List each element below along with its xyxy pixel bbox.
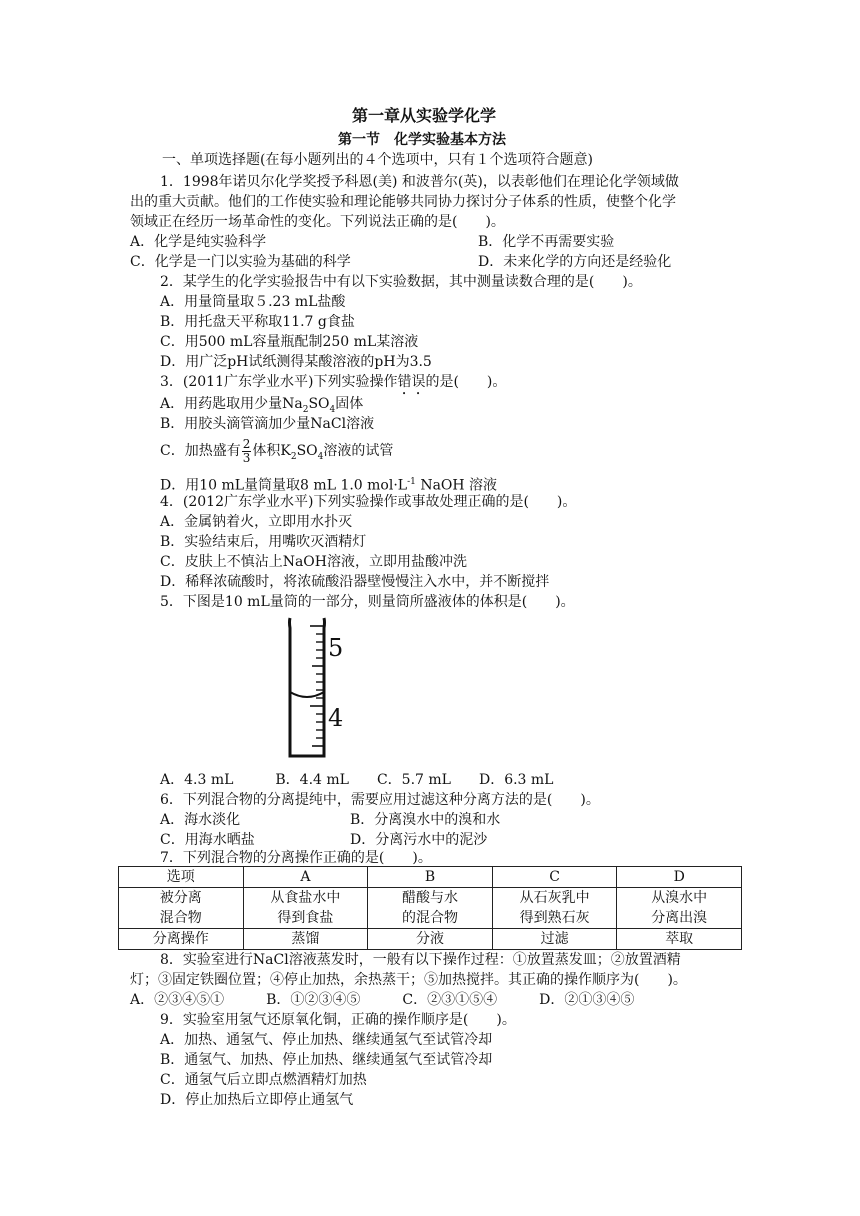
table-cell xyxy=(119,888,244,929)
question-9-option-c: C．通氢气后立即点燃酒精灯加热 xyxy=(160,1072,367,1088)
question-4-option-d: D．稀释浓硫酸时，将浓硫酸沿器壁慢慢注入水中，并不断搅拌 xyxy=(160,574,550,590)
q3a-sub2: 4 xyxy=(329,404,336,415)
question-9-option-b: B．通氢气、加热、停止加热、继续通氢气至试管冷却 xyxy=(160,1052,493,1068)
question-5-options: A．4.3 mL B．4.4 mL C．5.7 mL D．6.3 mL xyxy=(160,772,554,788)
q3c-pre: C．加热盛有 xyxy=(160,443,241,459)
question-6-option-d: D．分离污水中的泥沙 xyxy=(350,832,488,848)
cell-line: 的混合物 xyxy=(401,910,458,926)
question-2-stem: 2．某学生的化学实验报告中有以下实验数据，其中测量读数合理的是( )。 xyxy=(160,274,642,290)
question-1-line-1: 1．1998年诺贝尔化学奖授予科恩(美) 和波普尔(英)，以表彰他们在理论化学领域做 xyxy=(160,174,679,190)
cylinder-label-4: 4 xyxy=(328,704,344,732)
table-cell: 分离操作 xyxy=(119,929,244,950)
cell-line: 从石灰乳中 xyxy=(519,890,590,906)
question-1-option-d: D．未来化学的方向还是经验化 xyxy=(478,254,672,270)
table-row xyxy=(119,929,742,950)
table-cell xyxy=(617,888,742,929)
question-6-option-b: B．分离溴水中的溴和水 xyxy=(350,812,501,828)
question-8-options: A．②③④⑤① B．①②③④⑤ C．②③①⑤④ D．②①③④⑤ xyxy=(130,992,635,1008)
fraction xyxy=(242,438,252,465)
question-2-option-b: B．用托盘天平称取11.7 g食盐 xyxy=(160,314,355,330)
question-8-line-2: 灯；③固定铁圈位置；④停止加热，余热蒸干；⑤加热搅拌。其正确的操作顺序为( )。 xyxy=(130,972,687,988)
question-1-option-c: C．化学是一门以实验为基础的科学 xyxy=(130,254,351,270)
q3a-post: 固体 xyxy=(335,396,364,412)
question-9-stem: 9．实验室用氢气还原氧化铜，正确的操作顺序是( )。 xyxy=(160,1012,516,1028)
question-6-option-c: C．用海水晒盐 xyxy=(160,832,255,848)
q3c-sub2: 4 xyxy=(317,451,324,462)
table-cell xyxy=(243,888,368,929)
question-1-option-a: A．化学是纯实验科学 xyxy=(130,234,267,250)
q3c-sub1: 2 xyxy=(290,451,297,462)
question-3-option-c xyxy=(160,436,393,472)
cylinder-label-5: 5 xyxy=(328,634,344,662)
cell-line: 从食盐水中 xyxy=(270,890,341,906)
q3a-sub1: 2 xyxy=(302,404,309,415)
table-cell: A xyxy=(243,867,368,888)
cell-line: 得到食盐 xyxy=(277,910,334,926)
question-1-option-b: B．化学不再需要实验 xyxy=(478,234,615,250)
cell-line: 分离出溴 xyxy=(651,910,708,926)
q3d-pre: D．用10 mL量筒量取8 mL 1.0 mol·L xyxy=(160,477,408,494)
question-8-line-1: 8．实验室进行NaCl溶液蒸发时，一般有以下操作过程：①放置蒸发皿；②放置酒精 xyxy=(160,952,681,968)
section-title: 第一节 化学实验基本方法 xyxy=(338,132,506,148)
question-3-stem-post: 的是( )。 xyxy=(425,374,507,390)
q3a-pre: A．用药匙取用少量Na xyxy=(160,396,303,412)
question-3-stem-emphasis: 错误 xyxy=(397,374,426,390)
q3d-post: NaOH 溶液 xyxy=(415,477,498,494)
table-cell xyxy=(368,888,493,929)
question-4-option-c: C．皮肤上不慎沾上NaOH溶液，立即用盐酸冲洗 xyxy=(160,554,467,570)
question-1-line-3: 领域正在经历一场革命性的变化。下列说法正确的是( )。 xyxy=(130,214,505,230)
table-cell: 选项 xyxy=(119,867,244,888)
question-7-stem: 7．下列混合物的分离操作正确的是( )。 xyxy=(160,850,432,866)
question-2-option-a: A．用量筒量取５.23 mL盐酸 xyxy=(160,294,346,310)
table-cell: B xyxy=(368,867,493,888)
table-cell: 萃取 xyxy=(617,929,742,950)
question-4-stem: 4．(2012广东学业水平)下列实验操作或事故处理正确的是( )。 xyxy=(160,494,577,510)
question-4-option-a: A．金属钠着火，立即用水扑灭 xyxy=(160,514,353,530)
fraction-denominator: 3 xyxy=(242,450,251,465)
cell-line: 混合物 xyxy=(159,910,202,926)
q3c-post: 溶液的试管 xyxy=(323,443,394,459)
question-4-option-b: B．实验结束后，用嘴吹灭酒精灯 xyxy=(160,534,367,550)
question-3-stem-pre: 3．(2011广东学业水平)下列实验操作 xyxy=(160,374,398,390)
question-2-option-c: C．用500 mL容量瓶配制250 mL某溶液 xyxy=(160,334,419,350)
table-cell: C xyxy=(492,867,617,888)
graduated-cylinder-figure xyxy=(278,614,358,764)
question-9-option-a: A．加热、通氢气、停止加热、继续通氢气至试管冷却 xyxy=(160,1032,493,1048)
q3d-sup: -1 xyxy=(407,477,416,487)
cell-line: 从溴水中 xyxy=(651,890,708,906)
question-6-option-a: A．海水淡化 xyxy=(160,812,241,828)
question-9-option-d: D．停止加热后立即停止通氢气 xyxy=(160,1092,354,1108)
cell-line: 被分离 xyxy=(159,890,202,906)
table-cell xyxy=(492,888,617,929)
table-header-row xyxy=(119,867,742,888)
chapter-title: 第一章从实验学化学 xyxy=(352,106,497,125)
cell-line: 醋酸与水 xyxy=(401,890,458,906)
question-5-stem: 5．下图是10 mL量筒的一部分，则量筒所盛液体的体积是( )。 xyxy=(160,594,575,610)
cell-line: 得到熟石灰 xyxy=(519,910,590,926)
fraction-numerator: 2 xyxy=(242,436,251,451)
q3c-mid: 体积K xyxy=(252,443,291,459)
table-row xyxy=(119,888,742,929)
table-cell: 分液 xyxy=(368,929,493,950)
table-cell: 蒸馏 xyxy=(243,929,368,950)
question-1-line-2: 出的重大贡献。他们的工作使实验和理论能够共同协力探讨分子体系的性质，使整个化学 xyxy=(130,194,676,210)
part-title: 一、单项选择题(在每小题列出的４个选项中，只有１个选项符合题意) xyxy=(162,152,593,168)
question-6-stem: 6．下列混合物的分离提纯中，需要应用过滤这种分离方法的是( )。 xyxy=(160,792,600,808)
table-cell: 过滤 xyxy=(492,929,617,950)
q3a-mid: SO xyxy=(308,396,330,412)
question-3-option-b: B．用胶头滴管滴加少量NaCl溶液 xyxy=(160,416,375,432)
table-cell: D xyxy=(617,867,742,888)
question-2-option-d: D．用广泛pH试纸测得某酸溶液的pH为3.5 xyxy=(160,354,432,370)
q3c-mid2: SO xyxy=(296,443,318,459)
separation-table xyxy=(118,866,742,950)
